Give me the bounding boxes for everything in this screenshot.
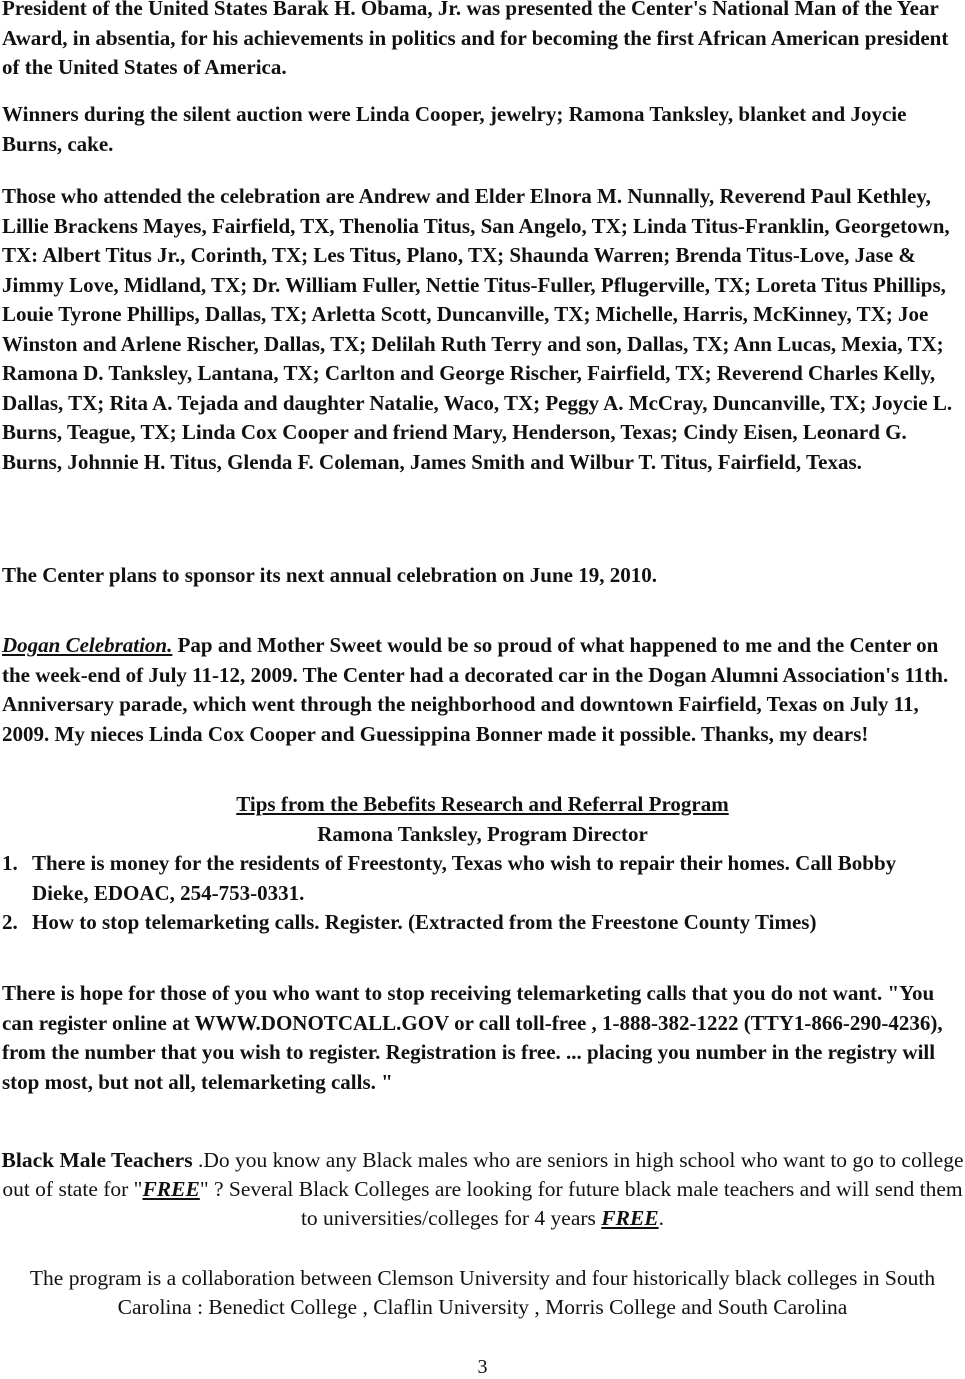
tips-item-number: 1. <box>2 851 18 875</box>
teachers-text-3: . <box>658 1206 665 1230</box>
attendees-paragraph: Those who attended the celebration are Andrew and Elder Elnora M. Nunnally, Reverend Paul Kethley, Lillie Brackens Mayes, Fairfield, TX, Thenolia Titus, San Angelo, TX; Linda Titus-Franklin, Georgetown, TX: Albert Titus Jr., Corinth, TX; Les Titus, Plano, TX; Shaunda Warren; Brenda Titus-Love, Jase & Jimmy Love, Midland, TX; Dr. William Fuller, Nettie Titus-Fuller, Pflugerville, TX; Loreta Titus Phillips, Louie Tyrone Phillips, Dallas, TX; Arletta Scott, Duncanville, TX; Michelle, Harris, McKinney, TX; Joe Winston and Arlene Rischer, Dallas, TX; Delilah Ruth Terry and son, Dallas, TX; Ann Lucas, Mexia, TX; Ramona D. Tanksley, Lantana, TX; Carlton and George Rischer, Fairfield, TX; Reverend Charles Kelly, Dallas, TX; Rita A. Tejada and daughter Natalie, Waco, TX; Peggy A. McCray, Duncanville, TX; Joycie L. Burns, Teague, TX; Linda Cox Cooper and friend Mary, Henderson, Texas; Cindy Eisen, Leonard G. Burns, Johnnie H. Titus, Glenda F. Coleman, James Smith and Wilbur T. Titus, Fairfield, Texas. <box>2 184 953 474</box>
obama-award-paragraph: President of the United States Barak H. Obama, Jr. was presented the Center's National Man of the Year Award, in absentia, for his achievements in politics and for becoming the first African American president of the United States of America. <box>2 0 949 79</box>
teachers-text-1: .Do you know any Black males who are seniors in high school who want to go to college out of state for " <box>2 1148 964 1201</box>
silent-auction-paragraph: Winners during the silent auction were Linda Cooper, jewelry; Ramona Tanksley, blanket and Joycie Burns, cake. <box>2 102 907 156</box>
tips-item-text: How to stop telemarketing calls. Register. (Extracted from the Freestone County Times) <box>32 910 817 934</box>
dogan-celebration-paragraph <box>2 631 964 749</box>
teachers-text-2: " ? Several Black Colleges are looking for future black male teachers and will send them to universities/colleges for 4 years <box>199 1177 963 1230</box>
page-number: 3 <box>477 1356 488 1378</box>
teachers-lead: Black Male Teachers <box>1 1148 193 1172</box>
tips-title: Tips from the Bebefits Research and Referral Program <box>236 792 729 816</box>
dogan-heading: Dogan Celebration. <box>2 633 173 657</box>
next-celebration-paragraph: The Center plans to sponsor its next annual celebration on June 19, 2010. <box>2 563 657 587</box>
free-emphasis: FREE <box>142 1177 200 1201</box>
dogan-body: Pap and Mother Sweet would be so proud of what happened to me and the Center on the week-end of July 11-12, 2009. The Center had a decorated car in the Dogan Alumni Association's 11th. Anniversary parade, which went through the neighborhood and downtown Fairfield, Texas on July 11, 2009. My nieces Linda Cox Cooper and Guessippina Bonner made it possible. Thanks, my dears! <box>2 633 949 746</box>
telemarketing-paragraph: There is hope for those of you who want to stop receiving telemarketing calls that you do not want. "You can register online at WWW.DONOTCALL.GOV or call toll-free , 1-888-382-1222 (TTY1-866-290-4236), from the number that you wish to register. Registration is free. ... placing you number in the registry will stop most, but not all, telemarketing calls. " <box>2 981 943 1094</box>
tips-item-number: 2. <box>2 910 18 934</box>
tips-list <box>2 849 942 938</box>
black-male-teachers-paragraph <box>0 1146 965 1233</box>
tips-list-item <box>2 849 942 908</box>
tips-list-item <box>2 908 942 938</box>
tips-subtitle: Ramona Tanksley, Program Director <box>317 822 648 846</box>
tips-item-text: There is money for the residents of Freestonty, Texas who wish to repair their homes. Call Bobby Dieke, EDOAC, 254-753-0331. <box>32 851 897 905</box>
clemson-program-paragraph: The program is a collaboration between Clemson University and four historically black colleges in South Carolina : Benedict College , Claflin University , Morris College and South Carolina <box>29 1266 936 1319</box>
free-emphasis: FREE <box>601 1206 659 1230</box>
